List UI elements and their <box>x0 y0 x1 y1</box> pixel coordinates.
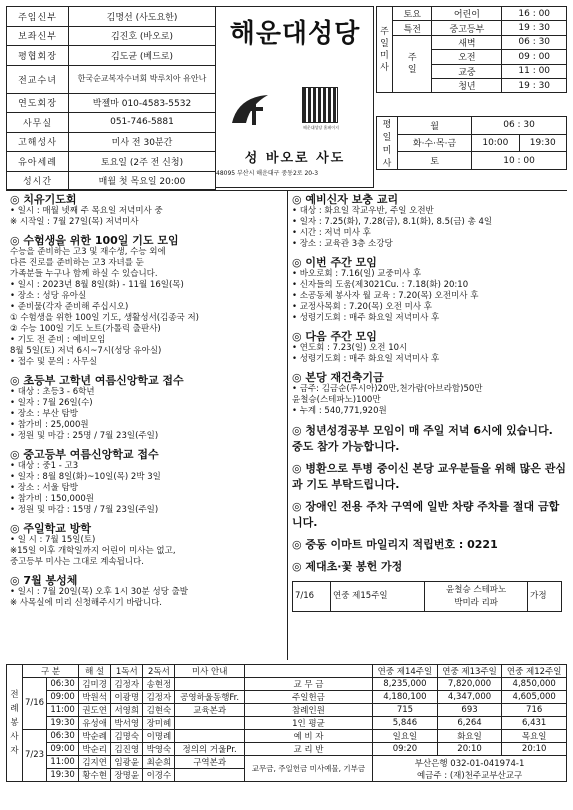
section-line: • 누계 : 540,771,920원 <box>292 406 387 416</box>
notice-section <box>292 256 567 324</box>
staff-key: 전교수녀 <box>7 65 69 93</box>
mass-time: 11 : 00 <box>502 64 567 78</box>
notice-section <box>10 374 285 442</box>
section-line: • 금주: 김금순(루시아)20만,천가람(아브라함)50만 <box>292 384 483 394</box>
section-line: ※ 시작일 : 7월 27일(목) 저녁미사 <box>10 217 139 227</box>
head-cell: 구 분 <box>23 665 79 678</box>
notice-section <box>10 448 285 516</box>
stats-cell: 20:10 <box>437 743 502 756</box>
section-line: 윤철승(스테파노)100만 <box>292 395 381 405</box>
stats-cell: 5,846 <box>373 717 438 730</box>
mass-row <box>377 7 567 21</box>
section-line: • 장소 : 성당 유아실 <box>10 291 87 301</box>
notice-section <box>10 193 285 228</box>
section-line: • 소공동체 봉사자 월 교육 : 7.20(목) 오전미사 후 <box>292 291 479 301</box>
section-line: • 바오로회 : 7.16(일) 교중미사 후 <box>292 269 422 279</box>
staff-value: 한국순교복자수녀회 박루치아 유안나 <box>69 65 216 93</box>
stats-cell: 4,347,000 <box>437 691 502 704</box>
weekday-day: 토 <box>398 152 472 170</box>
section-line: • 성령기도회 : 매주 화요일 저녁미사 후 <box>292 354 440 364</box>
staff-row <box>7 93 216 113</box>
mass-day: 주 일 <box>393 35 432 93</box>
staff-row <box>7 132 216 152</box>
sunday-mass-table <box>376 6 567 93</box>
left-column <box>10 193 285 615</box>
liturgy-row <box>7 756 567 769</box>
section-line: ① 수험생을 위한 100일 기도, 생활성서(김종국 저) <box>10 313 199 323</box>
stats-cell: 716 <box>502 704 567 717</box>
mass-time: 09 : 00 <box>502 50 567 64</box>
stats-cell: 4,605,000 <box>502 691 567 704</box>
mass-note: 교육본과 <box>175 704 244 717</box>
section-line: ※ 사목실에 미리 신청해주시기 바랍니다. <box>10 598 163 608</box>
mass-note: 정의의 거울Pr. <box>175 743 244 756</box>
mass-note <box>175 769 244 782</box>
bottom-head <box>7 665 567 678</box>
date-cell: 7/16 <box>23 678 47 730</box>
weekday-mass-table <box>376 116 567 170</box>
mass-row <box>377 35 567 49</box>
weekday-day: 월 <box>398 117 472 135</box>
staff-key: 사무실 <box>7 113 69 133</box>
section-line: • 교정사목회 : 7.20(목) 오전 미사 후 <box>292 302 432 312</box>
liturgy-cell: 09:00 <box>47 743 79 756</box>
notice-section <box>10 522 285 568</box>
section-line: • 일 시 : 7월 15일(토) <box>10 535 96 545</box>
mass-note <box>175 678 244 691</box>
liturgy-cell: 이광명 <box>111 691 143 704</box>
section-line: 수능을 준비하는 고3 및 재수생, 수능 외에 <box>10 247 166 257</box>
staff-key: 유아세례 <box>7 152 69 172</box>
mass-day: 특전 <box>393 21 432 35</box>
liturgy-cell: 김미경 <box>79 678 111 691</box>
stats-cell: 09:20 <box>373 743 438 756</box>
section-line: • 일자 : 7월 26일(수) <box>10 398 93 408</box>
liturgy-cell: 서영희 <box>111 704 143 717</box>
qr-caption: 해운대성당 홈페이지 <box>302 125 340 130</box>
section-line: • 대상 : 중1 - 고3 <box>10 461 79 471</box>
section-line: • 장소 : 부산 탐방 <box>10 409 78 419</box>
liturgy-table <box>6 664 567 782</box>
liturgy-cell: 김진영 <box>111 743 143 756</box>
altar-names <box>425 582 528 612</box>
bank-account: 부산은행 032-01-041974-1 <box>414 758 525 769</box>
notice-item: ◎ 중동 이마트 마일리지 적립번호 : 0221 <box>292 538 498 551</box>
mass-kind: 중고등부 <box>432 21 502 35</box>
section-title: ◎ 이번 주간 모임 <box>292 256 377 269</box>
staff-value: 김명선 (사도요한) <box>69 7 216 27</box>
notice-item: ◎ 병환으로 투병 중이신 본당 교우분들을 위해 많은 관심과 기도 부탁드립니다. <box>292 462 567 491</box>
liturgy-cell: 황수현 <box>79 769 111 782</box>
liturgy-cell: 송현정 <box>143 678 175 691</box>
mass-label: 주 일 미 사 <box>377 7 393 93</box>
liturgy-row <box>7 743 567 756</box>
liturgy-cell: 06:30 <box>47 678 79 691</box>
staff-key: 고해성사 <box>7 132 69 152</box>
section-line: • 정원 및 마감 : 15명 / 7월 23일(주일) <box>10 505 159 515</box>
bank-info <box>373 756 567 782</box>
section-line: • 일시 : 7월 20일(목) 오후 1시 30분 성당 출발 <box>10 587 189 597</box>
weekday-row <box>377 117 567 135</box>
section-line: • 참가비 : 150,000원 <box>10 494 94 504</box>
notice-item: ◎ 청년성경공부 모임이 매 주일 저녁 6시에 있습니다. 중도 참가 가능합니다. <box>292 424 553 453</box>
staff-row <box>7 46 216 66</box>
date-cell: 7/23 <box>23 730 47 782</box>
stats-cell: 주일헌금 <box>244 691 372 704</box>
altar-date: 7/16 <box>293 582 331 612</box>
head-cell: 미사 안내 <box>175 665 244 678</box>
staff-value: 토요일 (2주 전 신청) <box>69 152 216 172</box>
section-title: ◎ 7월 봉성체 <box>10 574 78 587</box>
mass-note <box>175 717 244 730</box>
liturgy-cell: 김현숙 <box>143 704 175 717</box>
staff-table <box>6 6 216 190</box>
staff-key: 주임신부 <box>7 7 69 27</box>
liturgy-row <box>7 730 567 743</box>
mass-time: 16 : 00 <box>502 7 567 21</box>
section-line: • 참가비 : 25,000원 <box>10 420 89 430</box>
section-line: • 접수 및 문의 : 사무실 <box>10 357 98 367</box>
altar-week: 연중 제15주일 <box>331 582 425 612</box>
stats-cell: 7,820,000 <box>437 678 502 691</box>
liturgy-cell: 김정자 <box>143 691 175 704</box>
liturgy-cell: 김지연 <box>79 756 111 769</box>
stats-cell: 교 무 금 <box>244 678 372 691</box>
notice-section <box>10 574 285 609</box>
altar-name: 박미라 리파 <box>454 597 498 608</box>
section-line: • 일시 : 매월 넷째 주 목요일 저녁미사 중 <box>10 206 163 216</box>
section-title: ◎ 주일학교 방학 <box>10 522 92 535</box>
offering-note: 교무금, 주일헌금 미사예물, 기부금 <box>244 756 372 782</box>
stats-cell: 1인 평균 <box>244 717 372 730</box>
notice-section <box>292 371 567 417</box>
liturgy-cell: 11:00 <box>47 756 79 769</box>
mass-kind: 새벽 <box>432 35 502 49</box>
bulletin-header <box>216 6 374 188</box>
altar-name: 윤철승 스테파노 <box>446 584 507 595</box>
section-line: 가족분들 누구나 함께 하실 수 있습니다. <box>10 269 158 279</box>
section-line: • 연도회 : 7.23(일) 오전 10시 <box>292 343 408 353</box>
section-line: ※15일 이후 개학일까지 어린이 미사는 없고, <box>10 546 176 556</box>
altar-table <box>292 581 562 612</box>
staff-row <box>7 113 216 133</box>
mass-note: 구역본과 <box>175 756 244 769</box>
stats-cell: 일요일 <box>373 730 438 743</box>
cross-logo-icon <box>228 87 272 131</box>
weekday-row <box>377 152 567 170</box>
liturgy-cell: 06:30 <box>47 730 79 743</box>
staff-row <box>7 65 216 93</box>
patron-saint: 성 바오로 사도 <box>244 151 346 166</box>
notice-section <box>292 330 567 365</box>
stats-head <box>244 665 372 678</box>
notice-item: ◎ 제대초·꽃 봉헌 가정 <box>292 560 403 573</box>
section-line: • 성령기도회 : 매주 화요일 저녁미사 후 <box>292 313 440 323</box>
staff-key: 보좌신부 <box>7 26 69 46</box>
right-column <box>292 193 567 612</box>
liturgy-cell: 장미혜 <box>143 717 175 730</box>
liturgy-cell: 유성애 <box>79 717 111 730</box>
liturgy-cell: 박서영 <box>111 717 143 730</box>
mass-kind: 교중 <box>432 64 502 78</box>
head-cell: 2독서 <box>143 665 175 678</box>
liturgy-row <box>7 691 567 704</box>
head-cell: 해 설 <box>79 665 111 678</box>
mass-note <box>175 730 244 743</box>
stats-cell: 4,180,100 <box>373 691 438 704</box>
mass-time: 19 : 30 <box>502 21 567 35</box>
section-line: • 준비물(각자 준비해 주십시오) <box>10 302 129 312</box>
parish-title: 해운대성당 <box>229 19 361 49</box>
liturgy-cell: 09:00 <box>47 691 79 704</box>
liturgy-row <box>7 678 567 691</box>
liturgy-cell: 19:30 <box>47 717 79 730</box>
section-line: • 장소 : 서울 탐방 <box>10 483 78 493</box>
stats-cell: 20:10 <box>502 743 567 756</box>
notice-section <box>292 193 567 250</box>
bank-holder: 예금주 : (재)천주교부산교구 <box>416 770 523 781</box>
staff-value: 051-746-5881 <box>69 113 216 133</box>
liturgy-cell: 김정자 <box>111 678 143 691</box>
staff-value: 김진호 (바오로) <box>69 26 216 46</box>
staff-value: 김도균 (베드로) <box>69 46 216 66</box>
staff-value: 미사 전 30분간 <box>69 132 216 152</box>
mass-time: 06 : 30 <box>502 35 567 49</box>
section-line: 다른 진로를 준비하는 고3 자녀를 둔 <box>10 258 144 268</box>
staff-key: 연도회장 <box>7 93 69 113</box>
mass-kind: 청년 <box>432 78 502 92</box>
staff-key: 평협회장 <box>7 46 69 66</box>
altar-row <box>293 582 562 612</box>
stats-cell: 693 <box>437 704 502 717</box>
section-line: • 일자 : 8월 8일(화)~10일(목) 2박 3일 <box>10 472 161 482</box>
section-title: ◎ 중고등부 여름신앙학교 접수 <box>10 448 159 461</box>
mass-note: 공영하울동행Fr. <box>175 691 244 704</box>
liturgy-cell: 최순희 <box>143 756 175 769</box>
weekday-time: 06 : 30 <box>472 117 567 135</box>
section-line: • 대상 : 화요일 작교우반, 주일 오전반 <box>292 206 434 216</box>
section-title: ◎ 초등부 고학년 여름신앙학교 접수 <box>10 374 184 387</box>
section-title: ◎ 수험생을 위한 100일 기도 모임 <box>10 234 179 247</box>
stats-cell: 교 리 반 <box>244 743 372 756</box>
liturgy-cell: 박순례 <box>79 730 111 743</box>
weekday-time: 10 : 00 <box>472 152 567 170</box>
liturgy-cell: 11:00 <box>47 704 79 717</box>
mass-kind: 어린이 <box>432 7 502 21</box>
stats-head: 연중 제12주일 <box>502 665 567 678</box>
section-line: • 정원 및 마감 : 25명 / 7월 23일(주일) <box>10 431 159 441</box>
qr-code-icon[interactable] <box>302 87 338 123</box>
mass-time: 19 : 30 <box>502 78 567 92</box>
section-title: ◎ 치유기도회 <box>10 193 77 206</box>
side-label: 전 례 봉 사 자 <box>7 665 23 782</box>
liturgy-cell: 이경수 <box>143 769 175 782</box>
stats-head: 연중 제14주일 <box>373 665 438 678</box>
staff-row <box>7 7 216 27</box>
weekday-row <box>377 134 567 152</box>
section-line: • 기도 전 준비 : 예비모임 <box>10 335 106 345</box>
liturgy-cell: 박원석 <box>79 691 111 704</box>
section-line: ② 수능 100일 기도 노트(가톨릭 출판사) <box>10 324 161 334</box>
liturgy-cell: 권도연 <box>79 704 111 717</box>
stats-cell: 4,850,000 <box>502 678 567 691</box>
liturgy-cell: 박순리 <box>79 743 111 756</box>
section-title: ◎ 다음 주간 모임 <box>292 330 377 343</box>
stats-cell: 8,235,000 <box>373 678 438 691</box>
stats-cell: 6,264 <box>437 717 502 730</box>
liturgy-cell: 이명례 <box>143 730 175 743</box>
staff-row <box>7 152 216 172</box>
staff-key: 성시간 <box>7 171 69 189</box>
weekday-time: 19:30 <box>519 134 566 152</box>
section-line: 8월 5일(토) 저녁 6시~7시(성당 유아실) <box>10 346 162 356</box>
mass-kind: 오전 <box>432 50 502 64</box>
section-line: • 신자들의 도움(제3021Cu. : 7.18(화) 20:10 <box>292 280 469 290</box>
section-title: ◎ 예비신자 보충 교리 <box>292 193 399 206</box>
section-title: ◎ 본당 재건축기금 <box>292 371 384 384</box>
liturgy-cell: 장명윤 <box>111 769 143 782</box>
staff-row <box>7 26 216 46</box>
liturgy-cell: 김명숙 <box>111 730 143 743</box>
address: 48095 부산시 해운대구 중동2로 20-3 <box>216 170 319 177</box>
section-line: 중고등부 미사는 그대로 계속됩니다. <box>10 557 144 567</box>
head-cell: 1독서 <box>111 665 143 678</box>
stats-cell: 화요일 <box>437 730 502 743</box>
weekday-day: 화·수·목·금 <box>398 134 472 152</box>
weekday-time: 10:00 <box>472 134 519 152</box>
stats-cell: 예 비 자 <box>244 730 372 743</box>
section-line: • 대상 : 초등3 - 6학년 <box>10 387 95 397</box>
notice-section <box>10 234 285 368</box>
altar-tail: 가정 <box>528 582 562 612</box>
liturgy-cell: 19:30 <box>47 769 79 782</box>
staff-value: 매월 첫 목요일 20:00 <box>69 171 216 189</box>
stats-head: 연중 제13주일 <box>437 665 502 678</box>
stats-cell: 715 <box>373 704 438 717</box>
liturgy-row <box>7 717 567 730</box>
staff-row <box>7 171 216 189</box>
section-line: • 장소 : 교육관 3층 소강당 <box>292 239 393 249</box>
section-line: • 일시 : 2023년 8월 8일(화) - 11월 16일(목) <box>10 280 184 290</box>
stats-cell: 목요일 <box>502 730 567 743</box>
liturgy-cell: 박영숙 <box>143 743 175 756</box>
section-line: • 일자 : 7.25(화), 7.28(금), 8.1(화), 8.5(금) 총 4일 <box>292 217 493 227</box>
liturgy-cell: 임광윤 <box>111 756 143 769</box>
stats-cell: 6,431 <box>502 717 567 730</box>
notice-item: ◎ 장애인 전용 주차 구역에 일반 차량 주차를 절대 금합니다. <box>292 500 560 529</box>
weekday-label: 평 일 미 사 <box>377 117 398 170</box>
section-line: • 시간 : 저녁 미사 후 <box>292 228 371 238</box>
stats-cell: 참례인원 <box>244 704 372 717</box>
mass-row <box>377 21 567 35</box>
mass-day: 토요 <box>393 7 432 21</box>
staff-value: 박젤마 010-4583-5532 <box>69 93 216 113</box>
liturgy-row <box>7 704 567 717</box>
